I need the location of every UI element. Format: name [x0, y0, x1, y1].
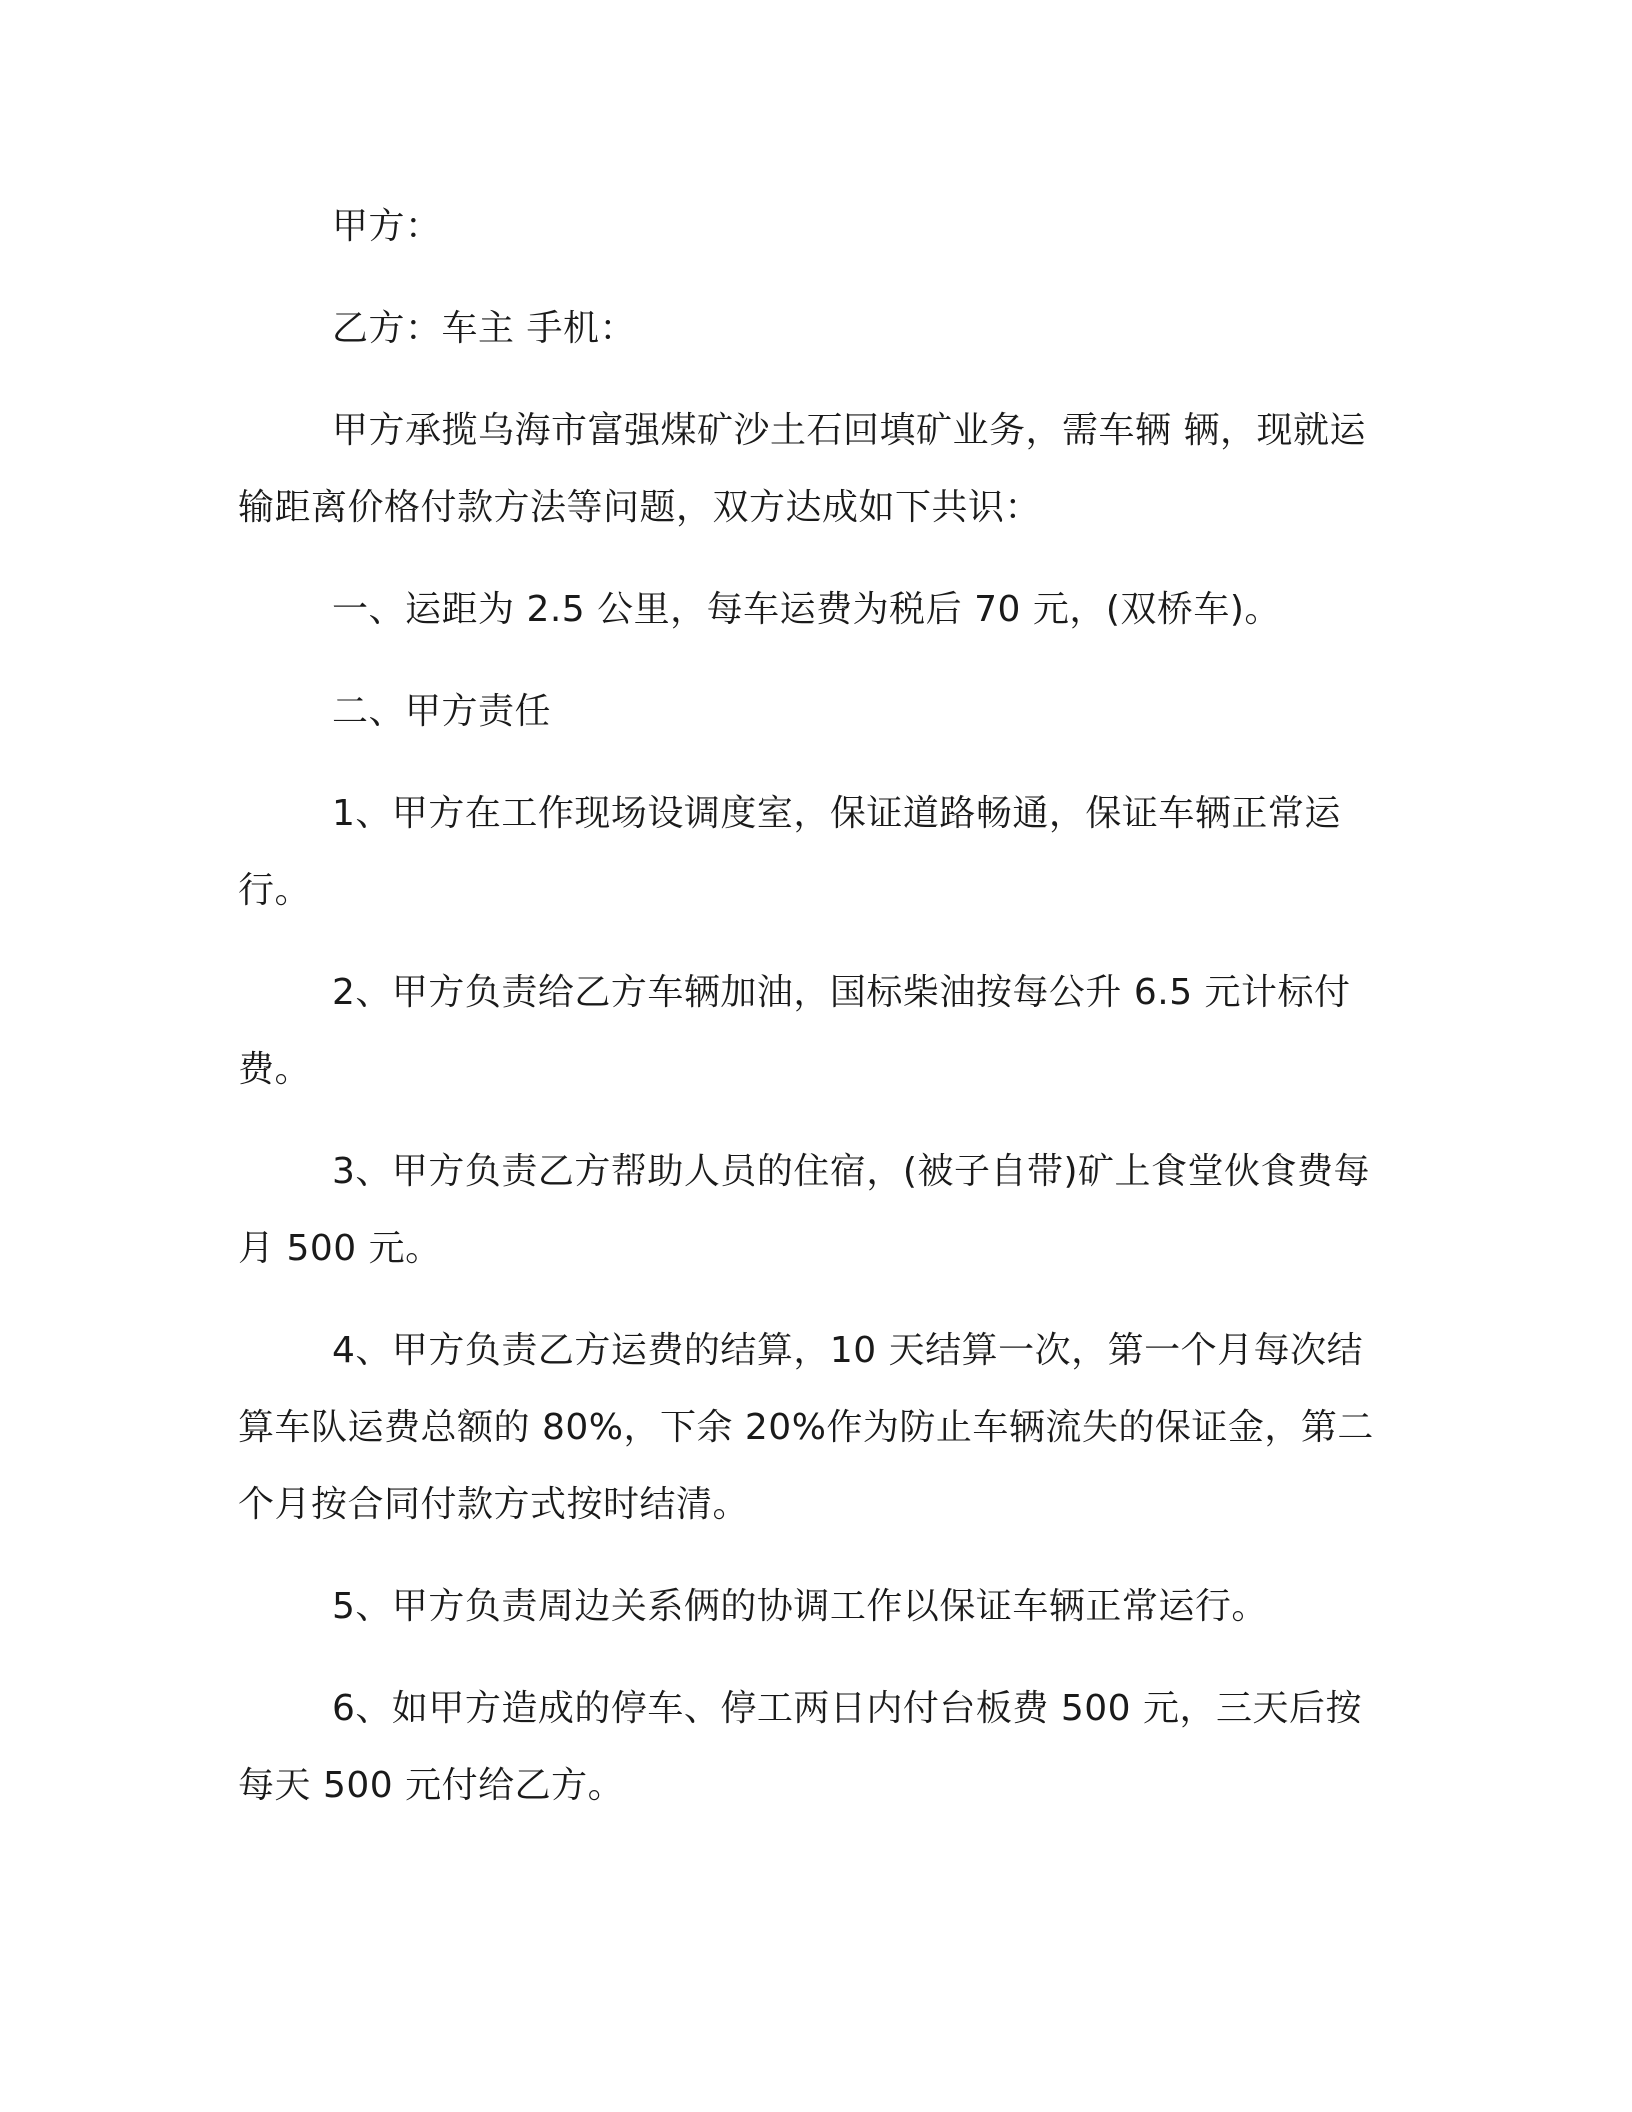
duty-item-5: 5、甲方负责周边关系俩的协调工作以保证车辆正常运行。	[332, 1586, 1268, 1627]
party-a-line: 甲方：	[332, 206, 442, 247]
clause-distance-price: 一、运距为 2.5 公里，每车运费为税后 70 元，(双桥车)。	[332, 589, 1281, 630]
duty-item-6: 6、如甲方造成的停车、停工两日内付台板费 500 元，三天后按每天 500 元付给乙方。	[238, 1688, 1363, 1806]
party-b-line: 乙方：车主 手机：	[332, 308, 636, 349]
duty-item-3: 3、甲方负责乙方帮助人员的住宿，(被子自带)矿上食堂伙食费每月 500 元。	[238, 1151, 1370, 1269]
section-heading-party-a-duties: 二、甲方责任	[332, 691, 552, 732]
duty-item-1: 1、甲方在工作现场设调度室，保证道路畅通，保证车辆正常运行。	[238, 793, 1341, 911]
intro-paragraph: 甲方承揽乌海市富强煤矿沙土石回填矿业务，需车辆 辆，现就运输距离价格付款方法等问题，双方达成如下共识：	[238, 410, 1366, 528]
document-body	[238, 188, 1384, 1824]
duty-item-4: 4、甲方负责乙方运费的结算，10 天结算一次，第一个月每次结算车队运费总额的 80%，下余 20%作为防止车辆流失的保证金，第二个月按合同付款方式按时结清。	[238, 1330, 1374, 1525]
duty-item-2: 2、甲方负责给乙方车辆加油，国标柴油按每公升 6.5 元计标付费。	[238, 972, 1351, 1090]
